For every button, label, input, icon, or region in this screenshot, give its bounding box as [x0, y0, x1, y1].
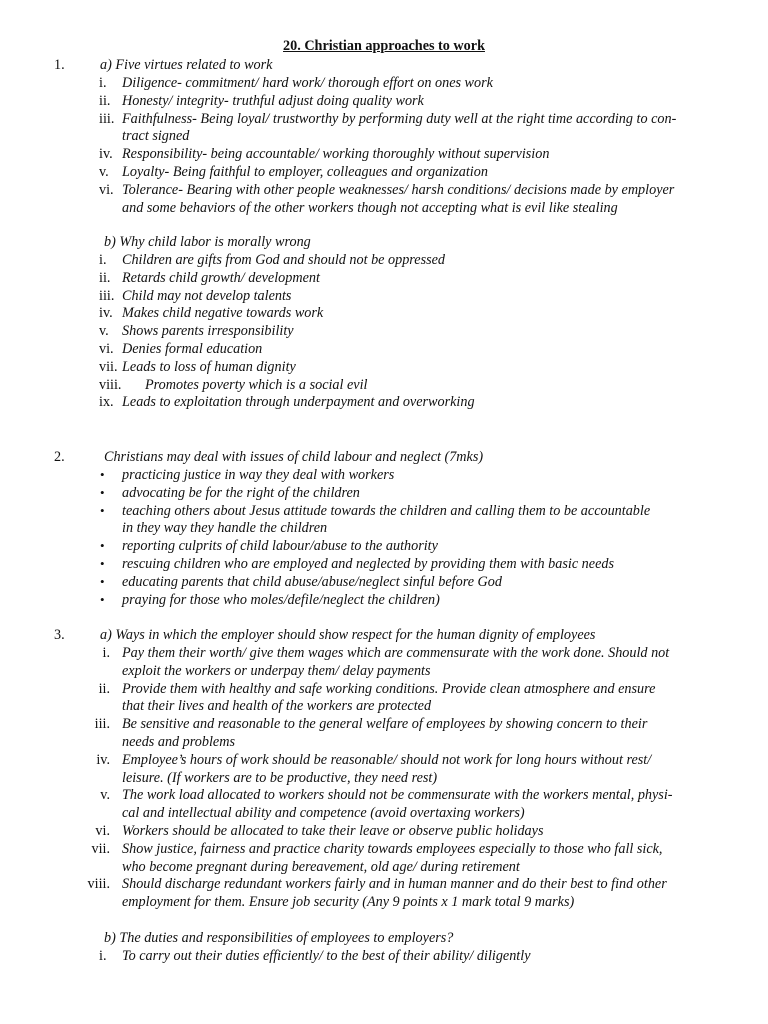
q2-bullet-text: educating parents that child abuse/abuse/neglect sinful before God	[122, 573, 502, 590]
q3a-item-text: Should discharge redundant workers fairly and in human manner and do their best to find other	[122, 876, 667, 893]
q2-bullet-text: advocating be for the right of the children	[122, 484, 360, 501]
q3a-item-numeral: vii.	[91, 840, 110, 857]
q1a-item-text: Loyalty- Being faithful to employer, colleagues and organization	[122, 164, 488, 180]
q1a-item-text: Honesty/ integrity- truthful adjust doing quality work	[122, 92, 424, 109]
q1b-item-numeral: iv.	[99, 305, 113, 322]
q2-bullet-text: practicing justice in way they deal with workers	[122, 467, 395, 483]
q3a-item-text: cal and intellectual ability and competence (avoid overtaxing workers)	[122, 805, 525, 822]
bullet-icon: •	[100, 556, 105, 571]
q3a-item-numeral: iv.	[96, 751, 110, 768]
q3a-item-text: who become pregnant during bereavement, old age/ during retirement	[122, 858, 520, 875]
q1b-item-text: Makes child negative towards work	[122, 305, 324, 322]
q2-heading: Christians may deal with issues of child labour and neglect (7mks)	[104, 449, 484, 465]
question-1-number: 1.	[54, 57, 65, 73]
q1a-item-numeral: ii.	[99, 92, 111, 109]
q3a-item-text: needs and problems	[122, 734, 235, 750]
q1b-item-numeral: vii.	[99, 358, 118, 375]
q1a-heading: a) Five virtues related to work	[100, 57, 273, 73]
bullet-icon: •	[100, 573, 105, 589]
q2-bullet-text: reporting culprits of child labour/abuse to the authority	[122, 538, 438, 555]
q1b-item-text: Leads to exploitation through underpayment and overworking	[122, 394, 475, 411]
q1a-item-numeral: i.	[99, 75, 107, 91]
q3a-item-text: Workers should be allocated to take their leave or observe public holidays	[122, 823, 544, 839]
q2-bullet-text: praying for those who moles/defile/neglect the children)	[122, 591, 440, 608]
bullet-icon: •	[100, 502, 105, 518]
bullet-icon: •	[100, 484, 105, 500]
q3a-item-numeral: i.	[102, 645, 110, 661]
bullet-icon: •	[100, 467, 105, 482]
q1b-item-text: Denies formal education	[122, 341, 263, 357]
q3a-item-text: employment for them. Ensure job security (Any 9 points x 1 mark total 9 marks)	[122, 894, 575, 911]
q3a-item-text: Show justice, fairness and practice charity towards employees especially to those who fall sick,	[122, 840, 663, 857]
q3a-item-text: Pay them their worth/ give them wages which are commensurate with the work done. Should not	[122, 645, 670, 661]
q3b-heading: b) The duties and responsibilities of employees to employers?	[104, 930, 454, 946]
q1a-item-text: Tolerance- Bearing with other people weaknesses/ harsh conditions/ decisions made by employer	[122, 181, 675, 198]
q1a-item-text: Responsibility- being accountable/ working thoroughly without supervision	[122, 146, 550, 163]
q3a-item-text: Provide them with healthy and safe working conditions. Provide clean atmosphere and ensure	[122, 680, 656, 697]
q1a-item-text: tract signed	[122, 128, 190, 145]
q3a-item-numeral: viii.	[87, 876, 110, 893]
bullet-icon: •	[100, 591, 105, 607]
q3a-item-numeral: vi.	[95, 823, 110, 839]
q3a-item-numeral: ii.	[98, 680, 110, 697]
q1b-item-text: Leads to loss of human dignity	[122, 358, 296, 375]
q1b-item-text: Children are gifts from God and should not be oppressed	[122, 252, 446, 268]
q1a-item-numeral: v.	[99, 164, 109, 180]
q3a-item-text: exploit the workers or underpay them/ delay payments	[122, 662, 431, 679]
q3a-item-text: that their lives and health of the workers are protected	[122, 698, 432, 715]
q1a-item-text: Diligence- commitment/ hard work/ thorough effort on ones work	[122, 75, 493, 91]
q1a-item-numeral: vi.	[99, 181, 114, 198]
q1b-item-text: Promotes poverty which is a social evil	[145, 376, 368, 393]
q1a-item-numeral: iii.	[99, 110, 115, 127]
bullet-icon: •	[100, 538, 105, 554]
question-3-number: 3.	[54, 627, 65, 643]
q3a-item-numeral: v.	[100, 787, 110, 804]
q3a-item-text: Employee’s hours of work should be reasonable/ should not work for long hours without rest/	[122, 751, 652, 768]
q1b-item-numeral: ix.	[99, 394, 114, 411]
q2-bullet-text: rescuing children who are employed and neglected by providing them with basic needs	[122, 556, 614, 572]
q1b-item-text: Retards child growth/ development	[122, 269, 320, 286]
q3b-item-text: To carry out their duties efficiently/ to the best of their ability/ diligently	[122, 948, 531, 964]
q3a-heading: a) Ways in which the employer should show respect for the human dignity of employees	[100, 627, 596, 643]
q1a-item-text: and some behaviors of the other workers though not accepting what is evil like stealing	[122, 199, 618, 216]
q2-bullet-text: teaching others about Jesus attitude towards the children and calling them to be accountable	[122, 502, 651, 519]
q1b-item-numeral: vi.	[99, 341, 114, 357]
q2-bullet-text: in they way they handle the children	[122, 520, 328, 537]
q1b-item-numeral: i.	[99, 252, 107, 268]
q1a-item-numeral: iv.	[99, 146, 113, 163]
q1b-item-text: Child may not develop talents	[122, 287, 292, 304]
q1b-item-numeral: ii.	[99, 269, 111, 286]
q1b-item-numeral: viii.	[99, 376, 122, 393]
q3a-item-text: Be sensitive and reasonable to the general welfare of employees by showing concern to their	[122, 716, 648, 733]
q3a-item-text: The work load allocated to workers should not be commensurate with the workers mental, physi-	[122, 787, 673, 804]
q1b-item-numeral: iii.	[99, 287, 115, 304]
q3a-item-text: leisure. (If workers are to be productive, they need rest)	[122, 769, 438, 786]
page-title: 20. Christian approaches to work	[283, 38, 485, 54]
q1a-item-text: Faithfulness- Being loyal/ trustworthy by performing duty well at the right time according to con-	[122, 110, 677, 127]
question-2-number: 2.	[54, 449, 65, 465]
q1b-item-text: Shows parents irresponsibility	[122, 323, 294, 340]
q1b-item-numeral: v.	[99, 323, 109, 340]
q3a-item-numeral: iii.	[94, 716, 110, 733]
q3b-item-numeral: i.	[99, 948, 107, 964]
q1b-heading: b) Why child labor is morally wrong	[104, 234, 311, 250]
